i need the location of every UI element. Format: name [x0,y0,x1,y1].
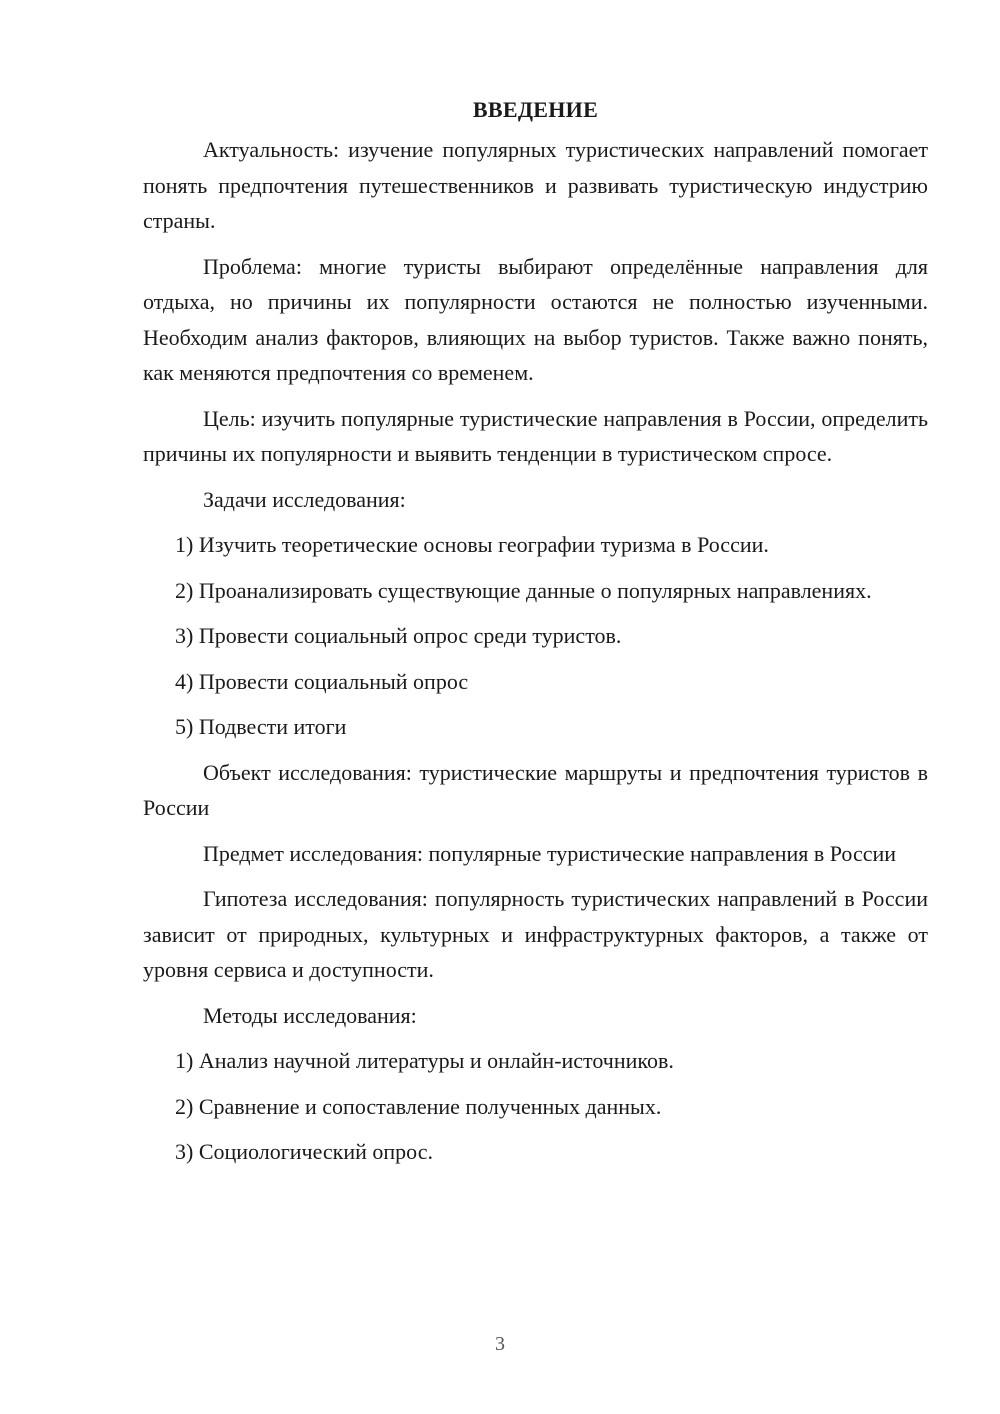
method-item-1: 1) Анализ научной литературы и онлайн-источников. [175,1048,674,1073]
section-heading: ВВЕДЕНИЕ [472,97,599,122]
method-item-2: 2) Сравнение и сопоставление полученных данных. [175,1093,662,1119]
relevance-paragraph: Актуальность: изучение популярных туристических направлений помогает понять предпочтения путешественников и развивать туристическую индустрию страны. [143,137,928,233]
goal-paragraph: Цель: изучить популярные туристические направления в России, определить причины их популярности и выявить тенденции в туристическом спросе. [143,405,928,466]
task-item-5: 5) Подвести итоги [175,714,347,739]
task-item-4: 4) Провести социальный опрос [175,668,469,694]
problem-paragraph: Проблема: многие туристы выбирают определённые направления для отдыха, но причины их популярности остаются не полностью изученными. Необходим анализ факторов, влияющих на выбор туристов. Также важно понять, как меняются предпочтения со временем. [143,253,928,385]
subject-paragraph: Предмет исследования: популярные туристические направления в России [203,840,897,866]
object-paragraph: Объект исследования: туристические маршруты и предпочтения туристов в России [143,759,928,820]
methods-heading: Методы исследования: [203,1002,417,1028]
tasks-heading: Задачи исследования: [203,486,406,512]
method-item-3: 3) Социологический опрос. [175,1139,433,1164]
document-page [143,92,928,1180]
task-item-2: 2) Проанализировать существующие данные о популярных направлениях. [175,577,872,603]
task-item-3: 3) Провести социальный опрос среди туристов. [175,623,622,648]
page-number: 3 [495,1333,505,1355]
task-item-1: 1) Изучить теоретические основы географии туризма в России. [175,532,769,557]
hypothesis-paragraph: Гипотеза исследования: популярность туристических направлений в России зависит от природных, культурных и инфраструктурных факторов, а также от уровня сервиса и доступности. [143,886,928,982]
